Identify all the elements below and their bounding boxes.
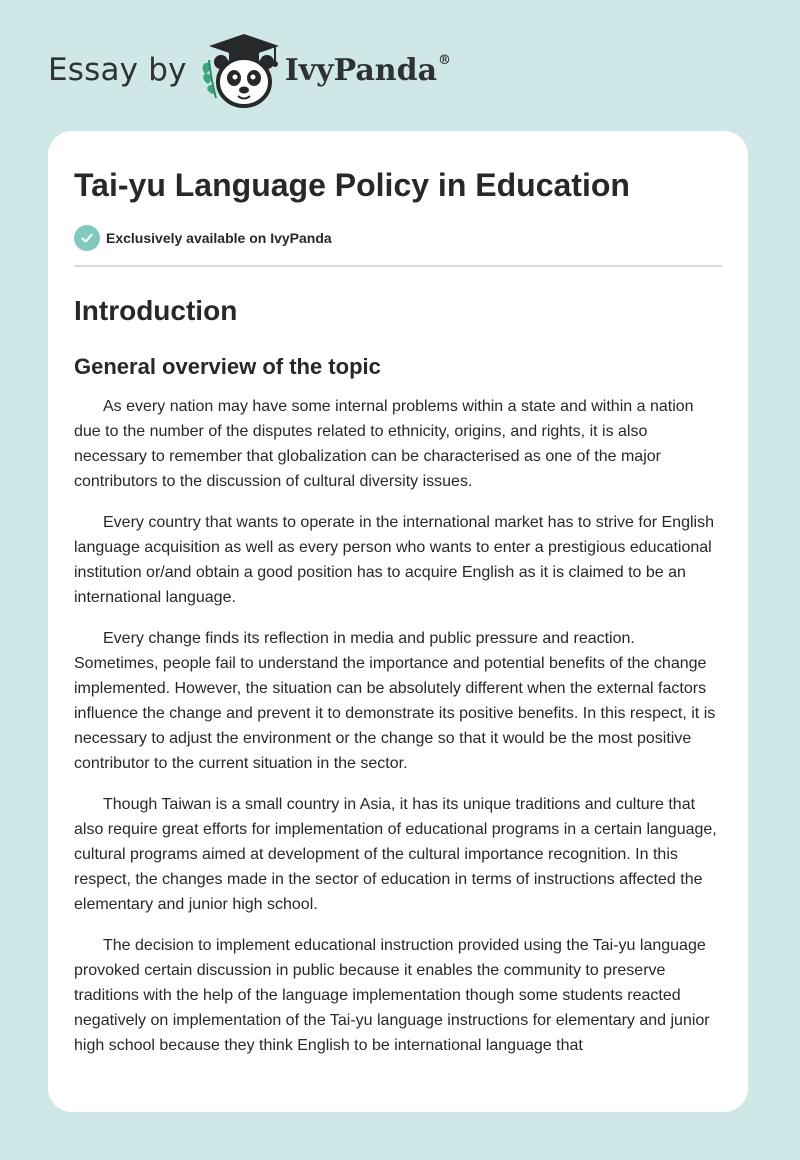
paragraph: Every country that wants to operate in the international market has to strive for English language acquisition as well as every person who wants to enter a prestigious educational institution or/and obtain a good position has to acquire English as it is claimed to be an international language. (74, 514, 714, 606)
check-badge-icon (74, 225, 100, 251)
paragraph: Though Taiwan is a small country in Asia, it has its unique traditions and culture that also require great efforts for implementation of educational programs in a certain language, cultural programs aimed at development of the cultural importance recognition. In this respect, the changes made in the sector of education in terms of instructions affected the elementary and junior high school. (74, 796, 717, 913)
brand-name (285, 53, 451, 88)
paragraph: The decision to implement educational instruction provided using the Tai-yu language provoked certain discussion in public because it enables the community to preserve traditions with the help of the language implementation though some students reacted negatively on implementation of the Tai-yu language instructions for elementary and junior high school because they think English to be international language that (74, 937, 710, 1054)
brand-name-text: IvyPanda (284, 52, 438, 88)
leaf-icon (202, 60, 215, 98)
essay-by-label: Essay by (48, 52, 187, 88)
subsection-heading: General overview of the topic (74, 354, 381, 379)
exclusive-badge (74, 225, 722, 251)
divider (74, 265, 722, 267)
graduation-panda-logo-icon (199, 30, 281, 110)
site-header (48, 30, 451, 110)
registered-mark: ® (438, 52, 452, 68)
badge-text: Exclusively available on IvyPanda (106, 230, 332, 246)
essay-body (74, 394, 722, 1058)
page-title: Tai-yu Language Policy in Education (74, 167, 630, 203)
section-heading: Introduction (74, 295, 238, 326)
paragraph: As every nation may have some internal problems within a state and within a nation due to the number of the disputes related to ethnicity, origins, and rights, it is also necessary to remember that globalization can be characterised as one of the major contributors to the discussion of cultural diversity issues. (74, 398, 694, 490)
paragraph: Every change finds its reflection in media and public pressure and reaction. Sometimes, people fail to understand the importance and potential benefits of the change implemented. However, the situation can be absolutely different when the external factors influence the change and prevent it to demonstrate its positive benefits. In this respect, it is necessary to adjust the environment or the change so that it would be the most positive contributor to the current situation in the sector. (74, 630, 716, 772)
essay-card (48, 131, 748, 1112)
